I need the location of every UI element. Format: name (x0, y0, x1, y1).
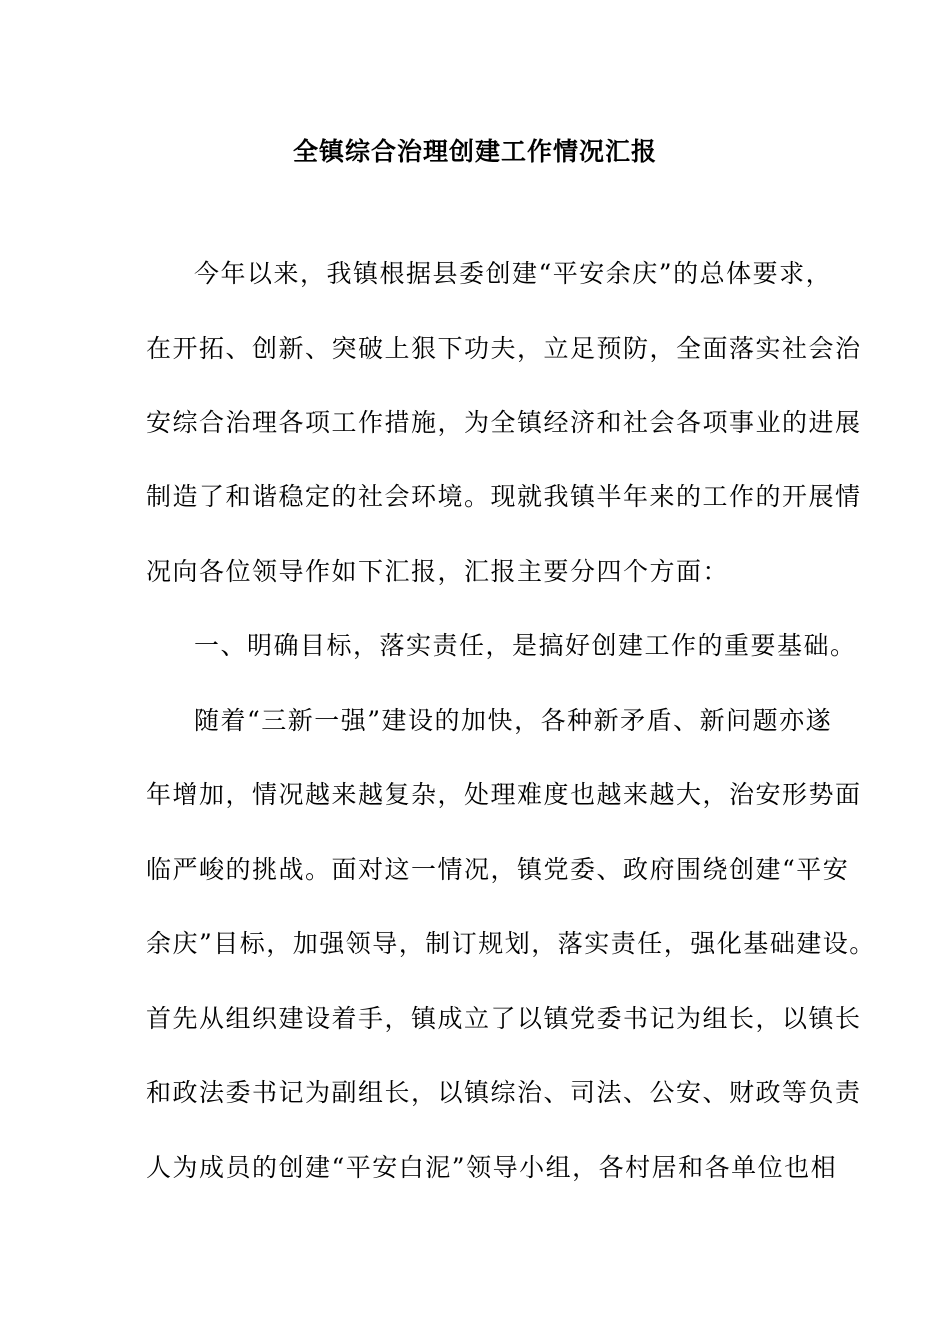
paragraph-line: 随着“三新一强”建设的加快，各种新矛盾、新问题亦遂 (194, 706, 833, 735)
paragraph-line: 况向各位领导作如下汇报，汇报主要分四个方面： (146, 557, 730, 586)
paragraph-line: 安综合治理各项工作措施，为全镇经济和社会各项事业的进展 (146, 408, 862, 437)
paragraph-line: 制造了和谐稳定的社会环境。现就我镇半年来的工作的开展情 (146, 482, 862, 511)
section-heading: 一、明确目标，落实责任，是搞好创建工作的重要基础。 (194, 631, 857, 660)
paragraph-line: 在开拓、创新、突破上狠下功夫，立足预防，全面落实社会治 (146, 334, 862, 363)
paragraph-line: 首先从组织建设着手，镇成立了以镇党委书记为组长，以镇长 (146, 1004, 862, 1033)
paragraph-line: 临严峻的挑战。面对这一情况，镇党委、政府围绕创建“平安 (146, 855, 850, 884)
paragraph-line: 今年以来，我镇根据县委创建“平安余庆”的总体要求， (194, 259, 833, 288)
paragraph-line: 年增加，情况越来越复杂，处理难度也越来越大，治安形势面 (146, 780, 862, 809)
paragraph-line: 人为成员的创建“平安白泥”领导小组，各村居和各单位也相 (146, 1153, 838, 1182)
document-title: 全镇综合治理创建工作情况汇报 (292, 137, 657, 166)
paragraph-line: 和政法委书记为副组长，以镇综治、司法、公安、财政等负责 (146, 1078, 862, 1107)
paragraph-line: 余庆”目标，加强领导，制订规划，落实责任，强化基础建设。 (146, 929, 876, 958)
